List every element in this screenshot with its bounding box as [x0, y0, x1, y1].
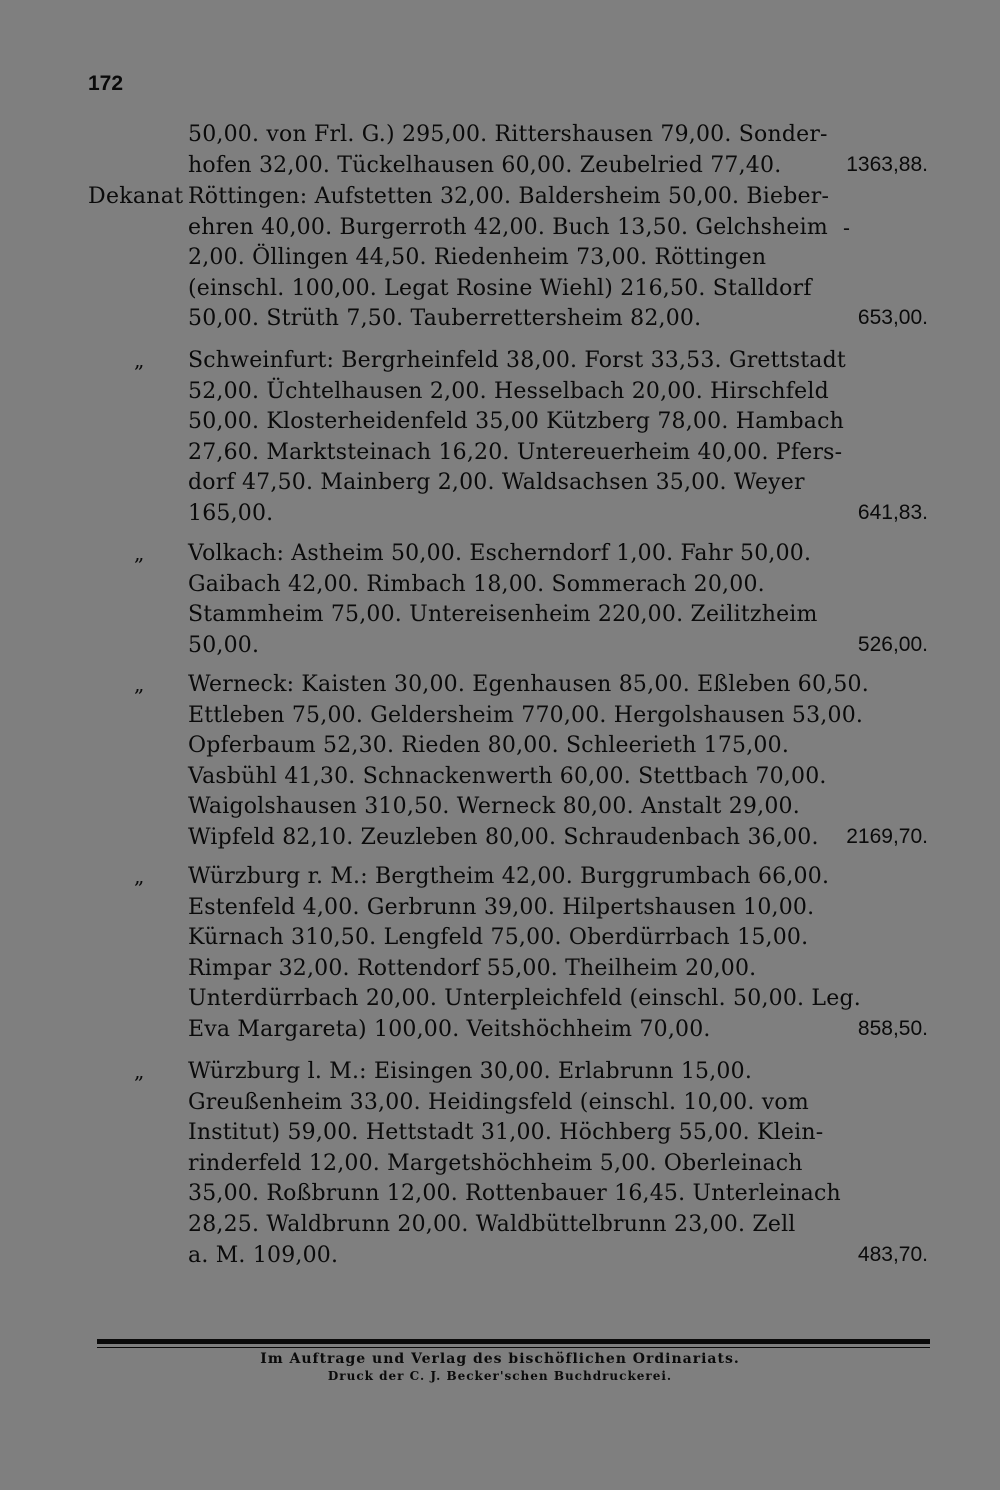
ditto-mark: „ — [134, 1059, 145, 1083]
entry-line: Institut) 59,00. Hettstadt 31,00. Höchberg 55,00. Klein- — [188, 1120, 824, 1146]
entry-line: 27,60. Marktsteinach 16,20. Untereuerheim 40,00. Pfers- — [188, 439, 843, 465]
entry-line: Wipfeld 82,10. Zeuzleben 80,00. Schraudenbach 36,00. — [188, 825, 819, 850]
entry-line: Eva Margareta) 100,00. Veitshöchheim 70,00. — [188, 1017, 711, 1042]
entry-line: 35,00. Roßbrunn 12,00. Rottenbauer 16,45. Unterleinach — [188, 1181, 841, 1207]
entry-line: Werneck: Kaisten 30,00. Egenhausen 85,00. Eßleben 60,50. — [188, 672, 869, 697]
dekanat-label: Dekanat — [88, 184, 184, 209]
entry-total: 653,00. — [857, 306, 928, 330]
entry-line: Würzburg l. M.: Eisingen 30,00. Erlabrunn 15,00. — [188, 1059, 753, 1084]
entry-line: Würzburg r. M.: Bergtheim 42,00. Burggrumbach 66,00. — [188, 864, 830, 889]
entry-line: 165,00. — [188, 501, 274, 526]
entry-line: 28,25. Waldbrunn 20,00. Waldbüttelbrunn 23,00. Zell — [188, 1212, 796, 1237]
entry-total: 641,83. — [857, 501, 928, 524]
entry-line: 2,00. Öllingen 44,50. Riedenheim 73,00. Röttingen — [188, 245, 767, 271]
entry-line: Ettleben 75,00. Geldersheim 770,00. Hergolshausen 53,00. — [188, 702, 864, 728]
dash-mark: - — [843, 217, 850, 240]
entry-line: (einschl. 100,00. Legat Rosine Wiehl) 216,50. Stalldorf — [188, 275, 812, 301]
entry-line: Stammheim 75,00. Untereisenheim 220,00. Zeilitzheim — [188, 602, 818, 628]
entry-line: Röttingen: Aufstetten 32,00. Baldersheim 50,00. Bieber- — [188, 184, 830, 209]
entry-line: 52,00. Üchtelhausen 2,00. Hesselbach 20,00. Hirschfeld — [188, 378, 829, 404]
entry-line: Rimpar 32,00. Rottendorf 55,00. Theilheim 20,00. — [188, 955, 757, 981]
footer-rule-thick — [97, 1339, 930, 1344]
footer-publisher: Im Auftrage und Verlag des bischöflichen Ordinariats. — [260, 1351, 740, 1367]
entry-line: Vasbühl 41,30. Schnackenwerth 60,00. Stettbach 70,00. — [188, 763, 827, 789]
entry-line: 50,00. Klosterheidenfeld 35,00 Kützberg 78,00. Hambach — [188, 409, 844, 435]
entry-total: 2169,70. — [846, 825, 928, 848]
entry-line: 50,00. — [188, 632, 260, 658]
entry-total: 483,70. — [857, 1242, 928, 1266]
ditto-mark: „ — [134, 864, 145, 888]
footer-rule-thin — [97, 1347, 930, 1348]
entry-line: Waigolshausen 310,50. Werneck 80,00. Anstalt 29,00. — [188, 794, 800, 820]
ditto-mark: „ — [134, 672, 145, 696]
entry-line: Kürnach 310,50. Lengfeld 75,00. Oberdürrbach 15,00. — [188, 925, 809, 951]
entry-line: Estenfeld 4,00. Gerbrunn 39,00. Hilpertshausen 10,00. — [188, 894, 815, 920]
entry-line: Unterdürrbach 20,00. Unterpleichfeld (einschl. 50,00. Leg. — [188, 986, 861, 1012]
entry-total: 858,50. — [857, 1017, 928, 1040]
page-number: 172 — [88, 72, 124, 95]
entry-line: Greußenheim 33,00. Heidingsfeld (einschl. 10,00. vom — [188, 1089, 809, 1115]
entry-line: 50,00. Strüth 7,50. Tauberrettersheim 82,00. — [188, 306, 702, 332]
footer-printer: Druck der C. J. Becker'schen Buchdruckerei. — [327, 1369, 673, 1383]
entry-line: ehren 40,00. Burgerroth 42,00. Buch 13,50. Gelchsheim — [188, 214, 828, 240]
entry-line: Gaibach 42,00. Rimbach 18,00. Sommerach 20,00. — [188, 571, 765, 597]
ditto-mark: „ — [134, 348, 145, 372]
entry-line: 50,00. von Frl. G.) 295,00. Rittershausen 79,00. Sonder- — [188, 122, 828, 147]
entry-line: Volkach: Astheim 50,00. Escherndorf 1,00. Fahr 50,00. — [188, 541, 812, 566]
entry-line: rinderfeld 12,00. Margetshöchheim 5,00. Oberleinach — [188, 1150, 803, 1176]
entry-total: 526,00. — [857, 632, 928, 656]
ditto-mark: „ — [134, 541, 145, 565]
entry-line: hofen 32,00. Tückelhausen 60,00. Zeubelried 77,40. — [188, 152, 782, 178]
entry-line: Schweinfurt: Bergrheinfeld 38,00. Forst 33,53. Grettstadt — [188, 348, 846, 373]
entry-line: Opferbaum 52,30. Rieden 80,00. Schleerieth 175,00. — [188, 733, 790, 759]
entry-line: dorf 47,50. Mainberg 2,00. Waldsachsen 35,00. Weyer — [188, 470, 805, 496]
entry-line: a. M. 109,00. — [188, 1242, 339, 1268]
entry-total: 1363,88. — [846, 152, 928, 176]
